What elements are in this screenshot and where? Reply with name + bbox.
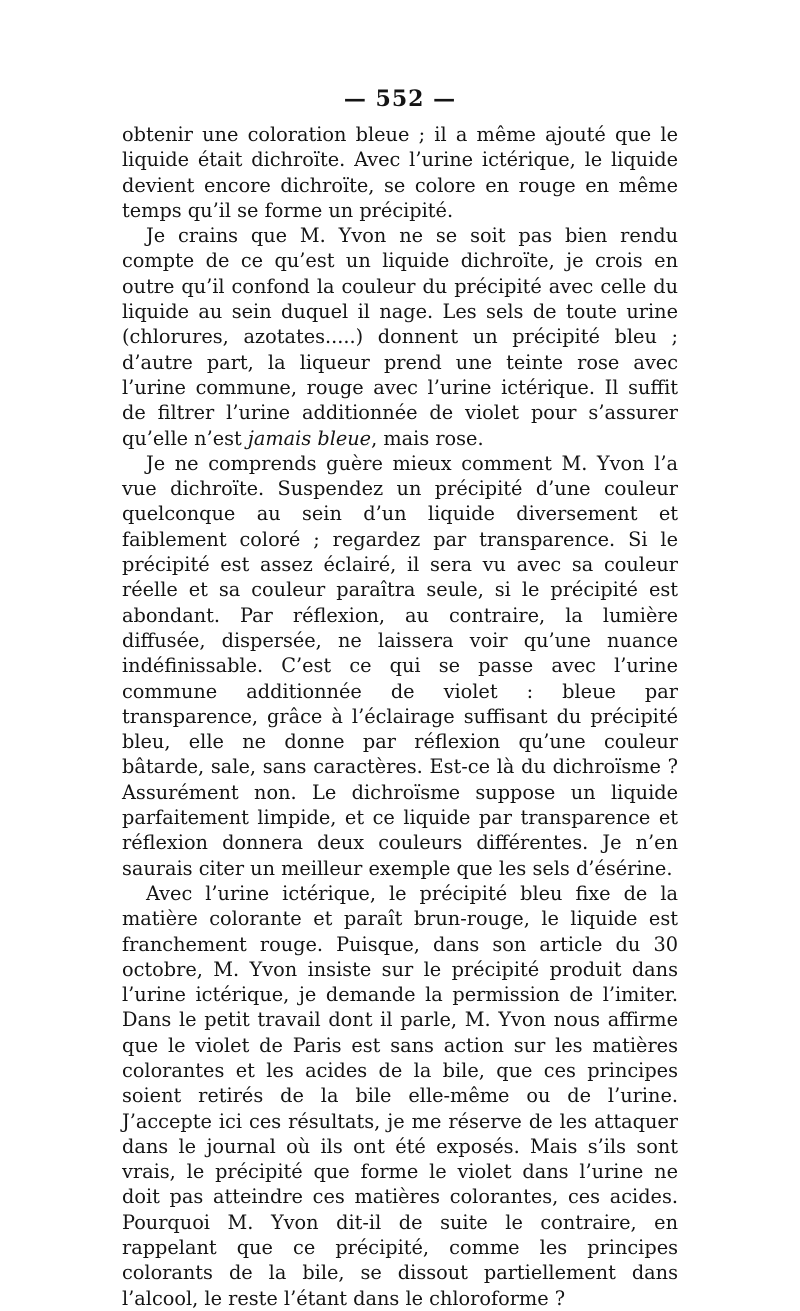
paragraph-2-italic: jamais bleue <box>247 426 372 450</box>
paragraph-1: obtenir une coloration bleue ; il a même ajouté que le liquide était dichroïte. Avec l’urine ictérique, le liquide devient encore dichroïte, se colore en rouge en même temps qu’il se forme un précipité. <box>122 123 678 222</box>
paragraph-4: Avec l’urine ictérique, le précipité bleu fixe de la matière colorante et paraît brun-rouge, le liquide est franchement rouge. Puisque, dans son article du 30 octobre, M. Yvon insiste sur le précipité produit dans l’urine ictérique, je demande la permission de l’imiter. Dans le petit travail dont il parle, M. Yvon nous affirme que le violet de Paris est sans action sur les matières colorantes et les acides de la bile, que ces principes soient retirés de la bile elle-même ou de l’urine. J’accepte ici ces résultats, je me réserve de les attaquer dans le journal où ils ont été exposés. Mais s’ils sont vrais, le précipité que forme le violet dans l’urine ne doit pas atteindre ces matières colorantes, ces acides. Pourquoi M. Yvon dit-il de suite le contraire, en rappelant que ce précipité, comme les principes colorants de la bile, se dissout partiellement dans l’alcool, le reste l’étant dans le chloroforme ? <box>122 881 678 1310</box>
book-page <box>122 84 678 1311</box>
paragraph-2-tail: , mais rose. <box>371 426 484 450</box>
paragraph-2 <box>122 223 678 451</box>
paragraph-3: Je ne comprends guère mieux comment M. Yvon l’a vue dichroïte. Suspendez un précipité d’une couleur quelconque au sein d’un liquide diversement et faiblement coloré ; regardez par transparence. Si le précipité est assez éclairé, il sera vu avec sa couleur réelle et sa couleur paraîtra seule, si le précipité est abondant. Par réflexion, au contraire, la lumière diffusée, dispersée, ne laissera voir qu’une nuance indéfinissable. C’est ce qui se passe avec l’urine commune additionnée de violet : bleue par transparence, grâce à l’éclairage suffisant du précipité bleu, elle ne donne par réflexion qu’une couleur bâtarde, sale, sans caractères. Est-ce là du dichroïsme ? Assurément non. Le dichroïsme suppose un liquide parfaitement limpide, et ce liquide par transparence et réflexion donnera deux couleurs différentes. Je n’en saurais citer un meilleur exemple que les sels d’ésérine. <box>122 451 678 880</box>
page-number: — 552 — <box>343 86 457 112</box>
paragraph-2-text: Je crains que M. Yvon ne se soit pas bien rendu compte de ce qu’est un liquide dichroïte, je crois en outre qu’il confond la couleur du précipité avec celle du liquide au sein duquel il nage. Les sels de toute urine (chlorures, azotates.....) donnent un précipité bleu ; d’autre part, la liqueur prend une teinte rose avec l’urine commune, rouge avec l’urine ictérique. Il suffit de filtrer l’urine additionnée de violet pour s’assurer qu’elle n’est <box>122 224 678 450</box>
body-text <box>122 122 678 1311</box>
